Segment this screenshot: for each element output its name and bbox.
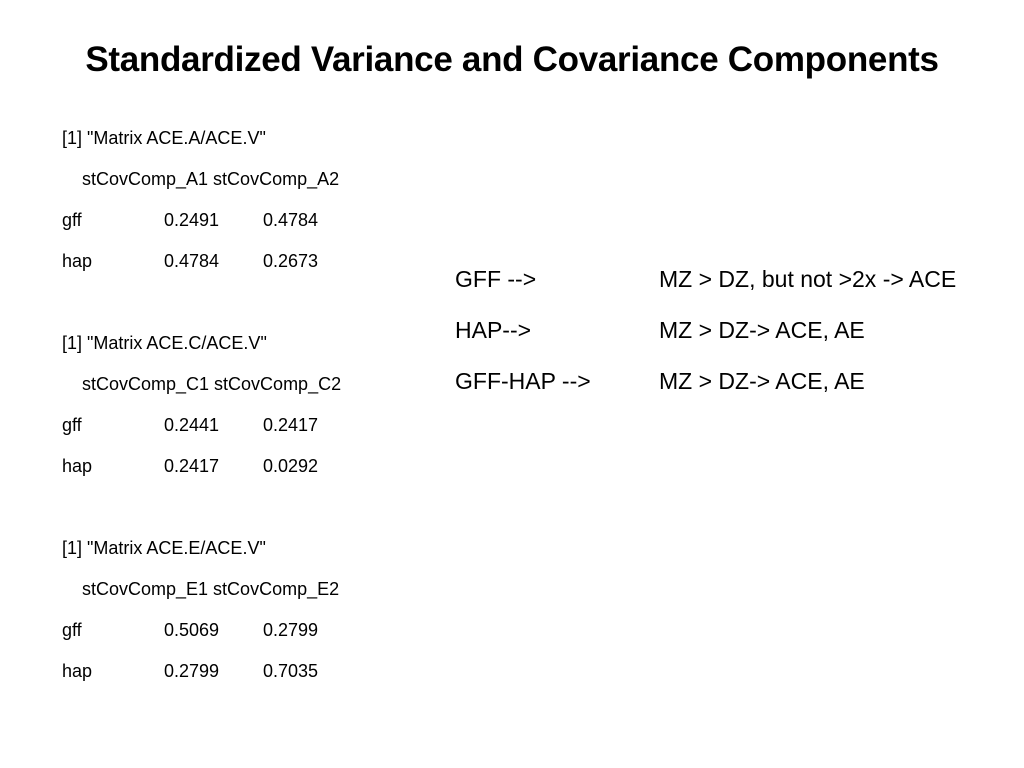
row-value: 0.5069 xyxy=(164,620,220,640)
matrix-header: [1] "Matrix ACE.A/ACE.V" xyxy=(62,128,266,148)
row-name: gff xyxy=(62,210,82,230)
note-text: MZ > DZ-> ACE, AE xyxy=(659,317,865,343)
row-value: 0.2417 xyxy=(263,415,319,435)
row-value: 0.4784 xyxy=(164,251,220,271)
matrix-row xyxy=(62,208,422,249)
row-value: 0.0292 xyxy=(263,456,319,476)
note-text: MZ > DZ-> ACE, AE xyxy=(659,368,865,394)
row-value: 0.2799 xyxy=(164,661,220,681)
row-value: 0.2417 xyxy=(164,456,220,476)
note-row xyxy=(455,315,1015,366)
interpretation-notes xyxy=(455,264,1015,417)
row-value: 0.2491 xyxy=(164,210,220,230)
row-value: 0.2673 xyxy=(263,251,319,271)
matrix-row xyxy=(62,659,422,700)
matrix-column-headers: stCovComp_A1 stCovComp_A2 xyxy=(82,169,340,189)
matrix-header: [1] "Matrix ACE.C/ACE.V" xyxy=(62,333,267,353)
row-name: hap xyxy=(62,251,93,271)
matrix-column-headers: stCovComp_C1 stCovComp_C2 xyxy=(82,374,342,394)
row-name: gff xyxy=(62,415,82,435)
row-value: 0.4784 xyxy=(263,210,319,230)
blank-line xyxy=(62,495,422,536)
matrix-row xyxy=(62,249,422,290)
slide-title: Standardized Variance and Covariance Components xyxy=(85,40,939,79)
note-label: HAP--> xyxy=(455,317,532,343)
matrix-row xyxy=(62,413,422,454)
note-row xyxy=(455,264,1015,315)
note-label: GFF-HAP --> xyxy=(455,368,591,394)
row-name: hap xyxy=(62,661,93,681)
note-label: GFF --> xyxy=(455,266,537,292)
matrix-column-headers: stCovComp_E1 stCovComp_E2 xyxy=(82,579,340,599)
row-value: 0.2799 xyxy=(263,620,319,640)
matrix-row xyxy=(62,618,422,659)
note-row xyxy=(455,366,1015,417)
blank-line xyxy=(62,290,422,331)
row-name: hap xyxy=(62,456,93,476)
note-text: MZ > DZ, but not >2x -> ACE xyxy=(659,266,957,292)
row-name: gff xyxy=(62,620,82,640)
r-output-block xyxy=(62,126,422,700)
matrix-header: [1] "Matrix ACE.E/ACE.V" xyxy=(62,538,266,558)
row-value: 0.2441 xyxy=(164,415,220,435)
row-value: 0.7035 xyxy=(263,661,319,681)
matrix-row xyxy=(62,454,422,495)
